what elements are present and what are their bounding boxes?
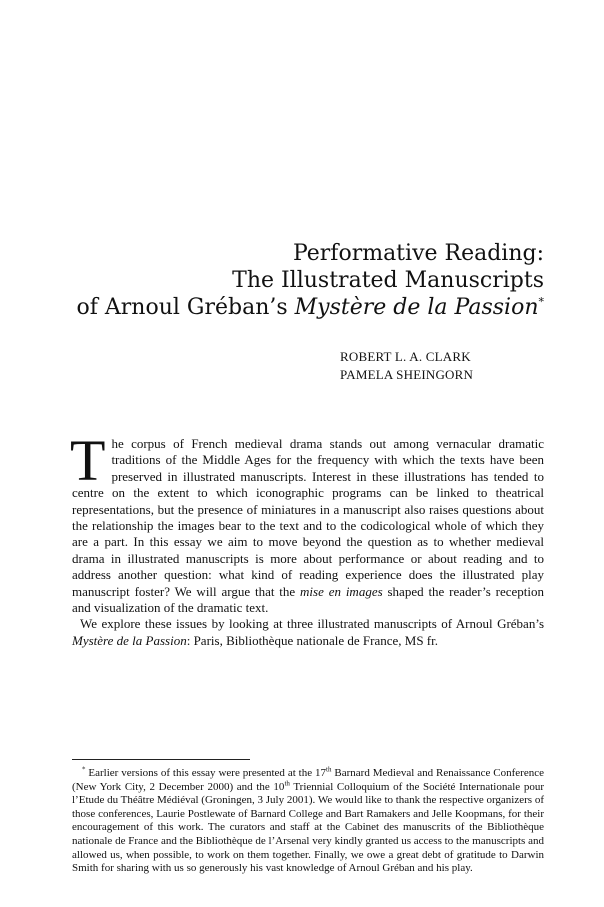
drop-cap: T <box>70 428 106 493</box>
author-1: ROBERT L. A. CLARK <box>340 349 471 364</box>
footnote-rule <box>72 759 250 760</box>
title-line-2: The Illustrated Manuscripts <box>232 268 544 293</box>
body-text <box>70 428 544 649</box>
author-list <box>340 348 544 384</box>
article-title <box>60 240 544 321</box>
paragraph-1 <box>70 428 544 616</box>
paragraph-2 <box>72 616 544 649</box>
title-line-1: Performative Reading: <box>292 241 544 266</box>
footnote-paragraph <box>72 767 544 876</box>
footnote-text-1: Earlier versions of this essay were presented at the 17 <box>85 767 327 779</box>
footnote <box>72 767 544 876</box>
footnote-marker: * <box>82 765 86 774</box>
footnote-ordinal-2: th <box>284 778 290 787</box>
title-line-3-prefix: of Arnoul Gréban’s <box>76 295 295 320</box>
title-work-name: Mystère de la Passion <box>294 295 539 320</box>
title-line-3 <box>60 294 544 321</box>
footnote-text-3: Triennial Colloquium of the Société Internationale pour l’Etude du Théâtre Médiéval (Groningen, 3 July 2001). We would like to thank the respective organizers of those conferences, Laurie Postlewate of Barnard College and Bart Ramakers and Jelle Koopmans, for their encouragement of this work. The curators and staff at the Cabinet des manuscrits of the Bibliothèque nationale de France and the Bibliothèque de l’Arsenal very kindly granted us access to the manuscripts and allowed us, when possible, to work on them together. Finally, we owe a great debt of gratitude to Darwin Smith for sharing with us so generously his vast knowledge of Arnoul Gréban and his play. <box>72 780 544 875</box>
paragraph-1-text-start: he corpus of French medieval drama stands out among vernacular dramatic traditions of the Middle Ages for the frequency with which the texts have been preserved in illustrated manuscripts. Interest in these illustrations has tended to centre on the extent to which iconographic programs can be linked to theatrical representations, but the presence of miniatures in a manuscript also raises questions about the relationship the images bear to the text and to the codicological whole of which they are a part. In this essay we aim to move beyond the question as to whether medieval drama in illustrated manuscripts is more about performance or about reading and to address another question: what kind of reading experience does the illustrated play manuscript foster? We will argue that the <box>72 436 544 599</box>
title-footnote-marker[interactable]: * <box>538 295 544 309</box>
author-2: PAMELA SHEINGORN <box>340 367 474 382</box>
footnote-ordinal-1: th <box>326 765 332 774</box>
paragraph-2-italic: Mystère de la Passion <box>72 632 187 648</box>
paragraph-2-text-end: : Paris, Bibliothèque nationale de France, MS fr. <box>186 632 438 648</box>
paragraph-1-italic: mise en images <box>300 583 383 599</box>
paragraph-2-text-start: We explore these issues by looking at three illustrated manuscripts of Arnoul Gréban’s <box>80 616 544 632</box>
footnote-text-2: Barnard Medieval and Renaissance Conference (New York City, 2 December 2000) and the 10 <box>72 767 544 793</box>
paragraph-1-text-end: shaped the reader’s reception and visualization of the dramatic text. <box>72 583 544 616</box>
